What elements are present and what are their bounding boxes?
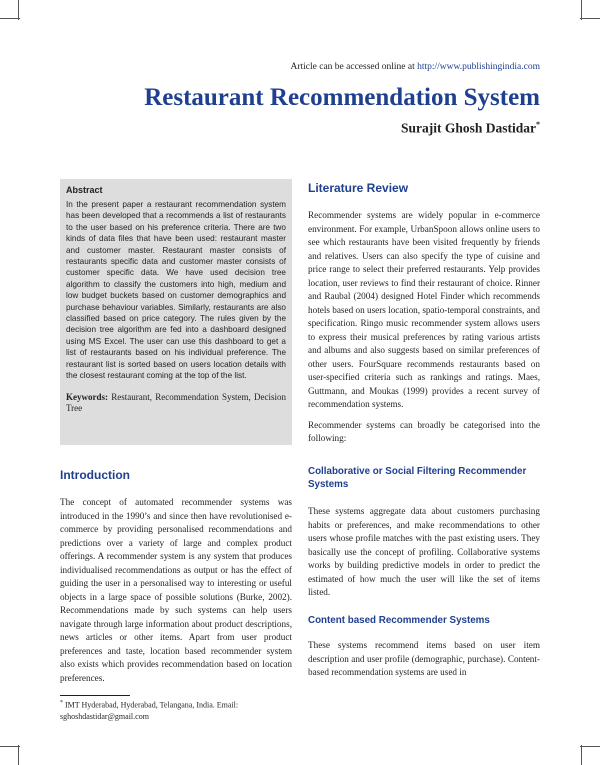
abstract-box bbox=[60, 179, 292, 445]
crop-mark bbox=[18, 745, 19, 765]
crop-mark bbox=[0, 746, 20, 747]
footnote-mark: * bbox=[60, 700, 63, 706]
crop-mark bbox=[0, 18, 20, 19]
literature-heading: Literature Review bbox=[308, 181, 409, 195]
abstract-heading: Abstract bbox=[66, 185, 103, 195]
author-footnote-mark: * bbox=[536, 120, 540, 129]
content-based-text: These systems recommend items based on user item description and user profile (demographic, purchase). Content-based recommendation systems are used in bbox=[308, 640, 540, 677]
abstract-text: In the present paper a restaurant recommendation system has been developed that a recommends a list of restaurants to the user based on his preference criteria. There are two kinds of data files that have been used: restaurant master and customer master. Restaurant master consists of restaurants specific data and customer master consists of customer specific data. We have used decision tree algorithm to classify the customers into high, medium and low budget buckets based on customer demographics and purchase behaviour variables. Similarly, restaurants are also classified based on price category. The rules given by the decision tree algorithm are fed into a dashboard designed using MS Excel. The user can use this dashboard to get a list of restaurants based on his individual preference. The restaurant list is sorted based on users location details with the closest restaurant coming at the top of the list. bbox=[66, 200, 286, 381]
introduction-heading: Introduction bbox=[60, 468, 130, 482]
collaborative-section bbox=[308, 465, 540, 600]
collaborative-text: These systems aggregate data about customers purchasing habits or preferences, and make recommendations to other users whose profile matches with the past existing users. They basically use the concept of profiling. Collaborative systems works by building predictive models in order to predict the estimated of how much the user will like the set of items listed. bbox=[308, 506, 540, 597]
footnote-divider bbox=[60, 695, 130, 696]
literature-para-2: Recommender systems can broadly be categorised into the following: bbox=[308, 419, 540, 443]
crop-mark bbox=[581, 745, 582, 765]
keywords bbox=[66, 392, 286, 415]
author-text: Surajit Ghosh Dastidar bbox=[400, 120, 536, 136]
access-note bbox=[291, 62, 541, 72]
crop-mark bbox=[581, 0, 582, 20]
access-url-link[interactable]: http://www.publishingindia.com bbox=[417, 62, 540, 72]
footnote bbox=[60, 698, 300, 722]
content-based-section bbox=[308, 614, 540, 680]
keywords-label: Keywords: bbox=[66, 391, 108, 402]
literature-section bbox=[308, 181, 540, 446]
literature-para-1: Recommender systems are widely popular in e-commerce environment. For example, UrbanSpoon allows online users to see which restaurants have been visited frequently by friends and relatives. Users can also specify the type of cuisine and price range to select their preferred restaurants. Yelp provides location, user reviews to find their restaurant of choice. Rinner and Raubal (2004) designed Hotel Finder which recommends hotels based on users location, spatio-temporal constraints, and specification. Ringo music recommender system allows users to express their musical preferences by rating various artists and albums and also suggests based on similar preferences of other users. FourSquare recommends restaurants based on user-specified criteria such as rankings and ratings. Maes, Guttmann, and Moukas (1999) provides a recent survey of recommendation systems. bbox=[308, 210, 540, 409]
keywords-text: Restaurant, Recommendation System, Decision Tree bbox=[66, 391, 287, 413]
author-name bbox=[401, 120, 540, 137]
introduction-section bbox=[60, 468, 292, 685]
introduction-text: The concept of automated recommender systems was introduced in the 1990’s and since then have revolutionised e-commerce by providing personalised recommendations and predictions over a variety of large and complex product offerings. A recommender system is any system that produces individualised recommendations as output or has the effect of guiding the user in a personalised way to interesting or useful objects in a large space of possible solutions (Burke, 2002). Recommendations made by such systems can help users navigate through large information about product descriptions, news articles or other items. Apart from user product preferences and taste, location based recommender system also exists which provides recommendation based on location preferences. bbox=[60, 497, 292, 683]
access-text: Article can be accessed online at bbox=[290, 62, 418, 72]
footnote-text: IMT Hyderabad, Hyderabad, Telangana, India. Email: sghoshdastidar@gmail.com bbox=[60, 700, 239, 721]
collaborative-heading: Collaborative or Social Filtering Recommender Systems bbox=[308, 466, 527, 490]
crop-mark bbox=[18, 0, 19, 20]
crop-mark bbox=[580, 746, 600, 747]
paper-title: Restaurant Recommendation System bbox=[144, 84, 540, 111]
crop-mark bbox=[580, 18, 600, 19]
content-based-heading: Content based Recommender Systems bbox=[308, 615, 490, 626]
